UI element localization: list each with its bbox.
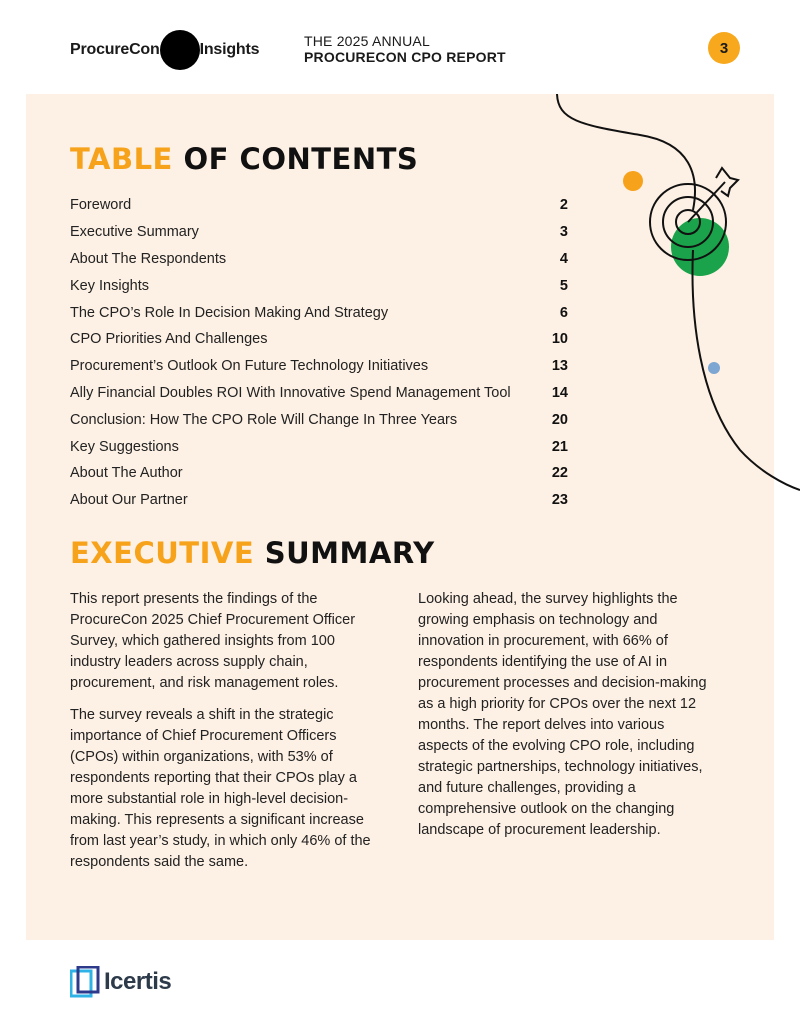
toc-item[interactable]: [70, 326, 568, 353]
toc-item-label: The CPO’s Role In Decision Making And Strategy: [70, 304, 389, 321]
icertis-mark-icon: [70, 966, 100, 998]
summary-right-column: [418, 589, 718, 852]
toc-item-page: 2: [559, 197, 568, 214]
toc-item-label: Conclusion: How The CPO Role Will Change In Three Years: [70, 411, 458, 428]
toc-item-page: 3: [559, 224, 568, 241]
toc-item[interactable]: [70, 353, 568, 380]
report-title-line1: THE 2025 ANNUAL: [304, 33, 430, 49]
summary-paragraph: Looking ahead, the survey highlights the growing emphasis on technology and innovation in procurement, with 66% of respondents identifying the use of AI in procurement processes and decision-making as a high priority for CPOs over the next 12 months. The report delves into various aspects of the evolving CPO role, including strategic partnerships, technology initiatives, and future challenges, providing a comprehensive outlook on the changing landscape of procurement leadership.: [418, 591, 707, 838]
toc-item-page: 21: [551, 438, 568, 455]
page-number-badge: 3: [708, 32, 740, 64]
summary-title: [70, 536, 435, 570]
toc-item-page: 10: [551, 331, 568, 348]
partner-logo-text: Icertis: [104, 968, 172, 995]
toc-item-label: About The Respondents: [70, 250, 227, 267]
toc-item-label: Procurement’s Outlook On Future Technology Initiatives: [70, 358, 429, 375]
summary-title-rest: SUMMARY: [264, 536, 435, 570]
toc-item[interactable]: [70, 246, 568, 273]
toc-item-page: 6: [559, 304, 568, 321]
report-title: [304, 33, 506, 65]
toc-list: [70, 192, 568, 514]
brand-name-left: ProcureCon: [70, 41, 160, 58]
toc-item-label: CPO Priorities And Challenges: [70, 331, 268, 348]
brand-logo: [70, 36, 259, 64]
toc-item[interactable]: [70, 299, 568, 326]
toc-item-label: Key Insights: [70, 277, 149, 294]
partner-logo: [70, 966, 171, 998]
toc-title: [70, 142, 418, 176]
toc-item-label: Key Suggestions: [70, 438, 179, 455]
toc-item-label: Foreword: [70, 197, 132, 214]
summary-title-accent: EXECUTIVE: [70, 536, 255, 570]
toc-item[interactable]: [70, 380, 568, 407]
toc-item[interactable]: [70, 272, 568, 299]
summary-paragraph: This report presents the findings of the ProcureCon 2025 Chief Procurement Officer Survey, which gathered insights from 100 industry leaders across supply chain, procurement, and risk management roles.: [70, 591, 356, 691]
toc-item-page: 20: [551, 411, 568, 428]
toc-item-page: 23: [551, 492, 568, 509]
brand-name-right: Insights: [199, 41, 260, 58]
toc-item-label: About Our Partner: [70, 492, 188, 509]
toc-item-label: Ally Financial Doubles ROI With Innovative Spend Management Tool: [70, 384, 511, 401]
toc-item[interactable]: [70, 460, 568, 487]
toc-title-accent: TABLE: [70, 142, 173, 176]
toc-item-page: 22: [551, 465, 568, 482]
toc-item-label: Executive Summary: [70, 224, 199, 241]
report-title-line2: PROCURECON CPO REPORT: [304, 49, 506, 65]
toc-item-label: About The Author: [70, 465, 183, 482]
toc-item[interactable]: [70, 219, 568, 246]
toc-item-page: 5: [559, 277, 568, 294]
toc-item[interactable]: [70, 487, 568, 514]
toc-item[interactable]: [70, 406, 568, 433]
summary-paragraph: The survey reveals a shift in the strategic importance of Chief Procurement Officers (CPOs) within organizations, with 53% of respondents reporting that their CPOs play a more substantial role in high-level decision-making. This represents a significant increase from last year’s study, in which only 46% of the respondents said the same.: [70, 707, 371, 870]
brand-dot-icon: [160, 30, 200, 70]
summary-left-column: [70, 589, 388, 884]
toc-item-page: 4: [559, 250, 568, 267]
toc-title-rest: OF CONTENTS: [183, 142, 419, 176]
toc-item-page: 13: [551, 358, 568, 375]
toc-item[interactable]: [70, 192, 568, 219]
toc-item[interactable]: [70, 433, 568, 460]
toc-item-page: 14: [551, 384, 568, 401]
